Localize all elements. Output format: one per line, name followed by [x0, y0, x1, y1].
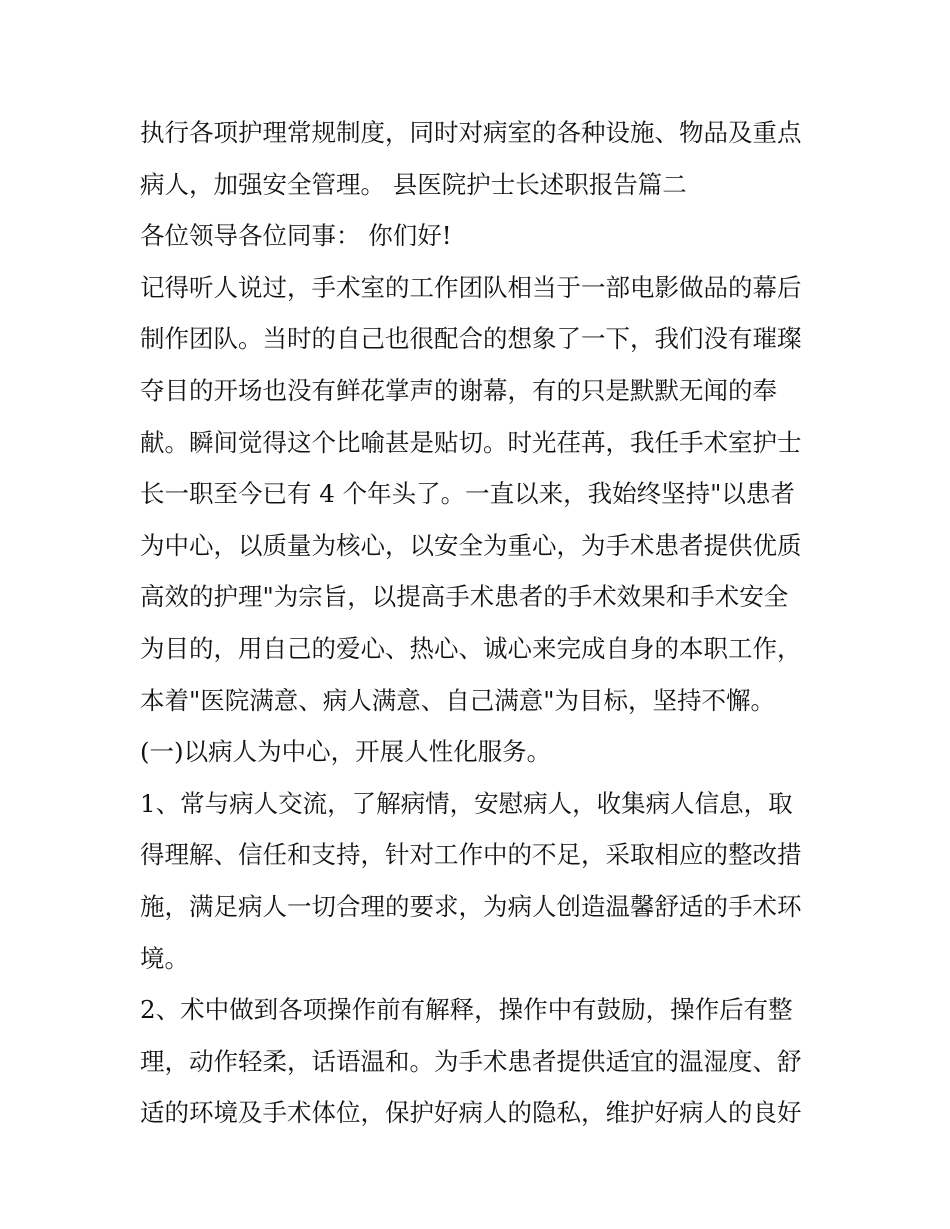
text-line: 各位领导各位同事： 你们好!: [140, 221, 452, 251]
text-line: 制作团队。当时的自己也很配合的想象了一下，我们没有璀璨: [140, 324, 802, 354]
text-line: 适的环境及手术体位，保护好病人的隐私，维护好病人的良好: [140, 1098, 802, 1128]
text-line: 长一职至今已有 4 个年头了。一直以来，我始终坚持"以患者: [140, 479, 795, 509]
text-line: 境。: [140, 943, 189, 973]
text-line: 为目的，用自己的爱心、热心、诚心来完成自身的本职工作，: [140, 633, 802, 663]
text-line: 理，动作轻柔，话语温和。为手术患者提供适宜的温湿度、舒: [140, 1046, 802, 1076]
text-line: 执行各项护理常规制度，同时对病室的各种设施、物品及重点: [140, 118, 802, 147]
section-heading: (一)以病人为中心，开展人性化服务。: [140, 737, 552, 767]
text-line: 施，满足病人一切合理的要求，为病人创造温馨舒适的手术环: [140, 891, 802, 921]
text-line: 献。瞬间觉得这个比喻甚是贴切。时光荏苒，我任手术室护士: [140, 427, 802, 457]
text-line: 1、常与病人交流，了解病情，安慰病人，收集病人信息，取: [140, 788, 793, 818]
text-line: 高效的护理"为宗旨，以提高手术患者的手术效果和手术安全: [140, 582, 789, 612]
text-line: 为中心，以质量为核心，以安全为重心，为手术患者提供优质: [140, 530, 802, 560]
text-line: 本着"医院满意、病人满意、自己满意"为目标，坚持不懈。: [140, 685, 776, 715]
text-line: 病人，加强安全管理。 县医院护士长述职报告篇二: [140, 169, 687, 199]
text-line: 2、术中做到各项操作前有解释，操作中有鼓励，操作后有整: [140, 995, 793, 1025]
text-line: 夺目的开场也没有鲜花掌声的谢幕，有的只是默默无闻的奉: [140, 375, 777, 405]
document-body: [140, 107, 830, 1139]
text-line: 记得听人说过，手术室的工作团队相当于一部电影做品的幕后: [140, 272, 802, 302]
text-line: 得理解、信任和支持，针对工作中的不足，采取相应的整改措: [140, 840, 802, 870]
